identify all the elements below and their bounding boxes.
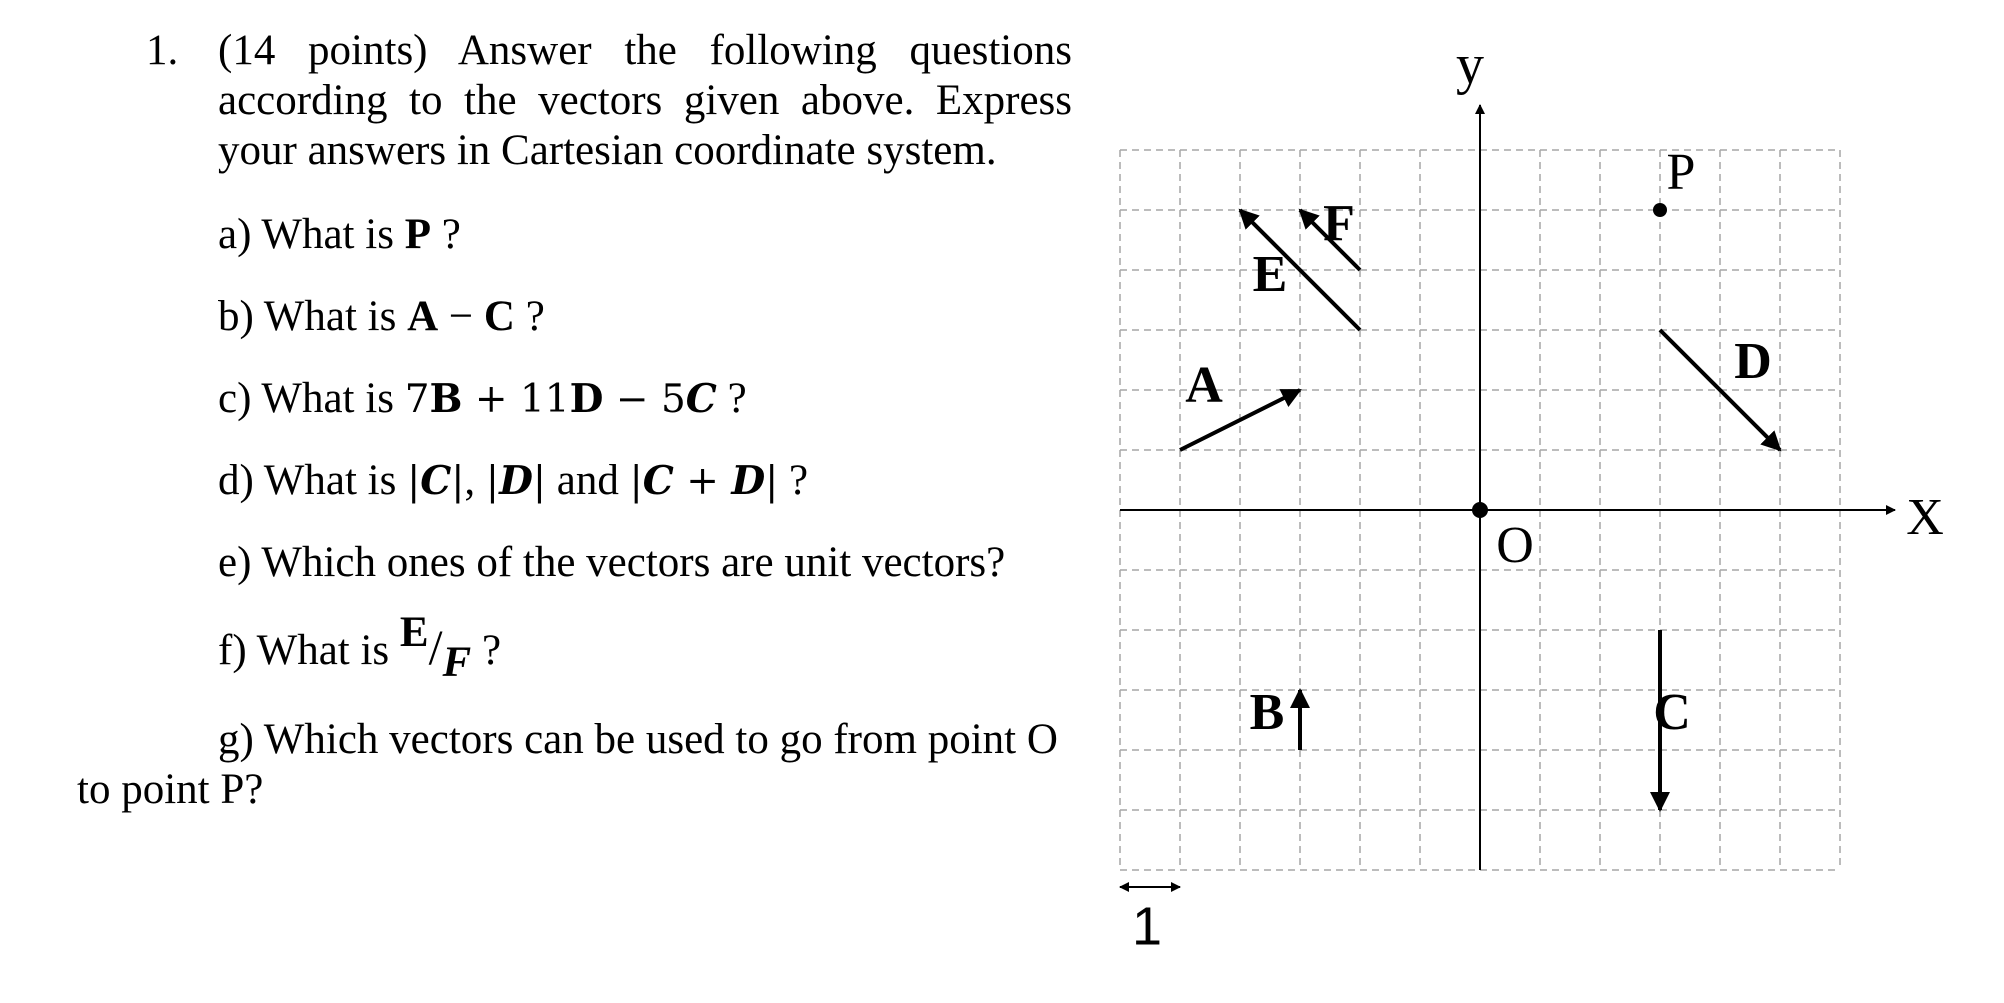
plus-operator: + bbox=[686, 459, 719, 504]
question-mark: ? bbox=[727, 375, 747, 422]
question-mark: ? bbox=[481, 627, 502, 674]
fraction-denominator-f: F bbox=[442, 639, 472, 686]
origin-label: O bbox=[1496, 516, 1534, 574]
plus-operator: + bbox=[474, 377, 508, 422]
vector-d-symbol: D bbox=[569, 376, 604, 422]
vector-figure bbox=[1110, 30, 1960, 960]
question-a bbox=[218, 210, 461, 260]
question-g-line-1: g) Which vectors can be used to go from point O bbox=[218, 716, 1058, 763]
question-d bbox=[218, 456, 808, 507]
y-axis-label: y bbox=[1456, 33, 1484, 96]
coefficient-7: 7 bbox=[404, 377, 430, 422]
question-b bbox=[218, 292, 545, 342]
vector-d-symbol: D bbox=[731, 458, 766, 504]
question-f bbox=[218, 609, 502, 686]
and-word: and bbox=[556, 457, 619, 504]
magnitude-d: |D| bbox=[485, 458, 547, 504]
vector-p-symbol: P bbox=[404, 211, 431, 258]
point-p bbox=[1653, 203, 1667, 217]
vector-b-label: B bbox=[1249, 683, 1285, 741]
question-f-prefix: f) What is bbox=[218, 627, 390, 674]
coefficient-5: 5 bbox=[660, 377, 686, 422]
minus-operator: − bbox=[448, 293, 474, 340]
fraction-numerator-e: E bbox=[399, 609, 429, 656]
origin-point bbox=[1472, 502, 1488, 518]
question-c-prefix: c) What is bbox=[218, 375, 394, 422]
vector-c-symbol: C bbox=[685, 376, 717, 422]
vector-b-symbol: B bbox=[429, 376, 463, 422]
problem-number: 1. bbox=[146, 27, 179, 74]
intro-line-1: (14 points) Answer the following questions bbox=[218, 27, 1072, 74]
coefficient-11: 11 bbox=[519, 377, 570, 422]
vector-c-symbol: C bbox=[642, 458, 674, 504]
question-a-prefix: a) What is bbox=[218, 211, 394, 258]
vector-e-label: E bbox=[1252, 245, 1288, 303]
vector-f-label: F bbox=[1323, 194, 1355, 252]
problem-intro bbox=[218, 26, 1072, 176]
fraction-slash: / bbox=[428, 619, 443, 675]
question-mark: ? bbox=[441, 211, 461, 258]
magnitude-c: |C| bbox=[407, 458, 465, 504]
vector-c-label: C bbox=[1653, 683, 1691, 741]
intro-line-2: according to the vectors given above. Express bbox=[218, 77, 1072, 124]
vector-a-symbol: A bbox=[407, 293, 439, 340]
vector-c-symbol: C bbox=[420, 458, 452, 504]
magnitude-c-plus-d: |C + D| bbox=[629, 458, 779, 504]
expression-c bbox=[405, 377, 717, 422]
question-d-prefix: d) What is bbox=[218, 457, 397, 504]
vector-c-symbol: C bbox=[483, 293, 515, 340]
question-c bbox=[218, 374, 747, 425]
minus-operator: − bbox=[615, 377, 649, 422]
vector-d-label: D bbox=[1734, 332, 1772, 390]
comma: , bbox=[464, 457, 476, 504]
vector-a-label: A bbox=[1185, 356, 1223, 414]
x-axis-label: X bbox=[1906, 488, 1944, 546]
axes bbox=[1120, 105, 1895, 887]
question-mark: ? bbox=[525, 293, 545, 340]
question-g-line-2: to point P? bbox=[77, 766, 264, 813]
question-b-prefix: b) What is bbox=[218, 293, 397, 340]
figure-labels bbox=[1132, 34, 1944, 956]
question-e: e) Which ones of the vectors are unit vectors? bbox=[218, 539, 1006, 586]
question-mark: ? bbox=[789, 457, 809, 504]
point-p-label: P bbox=[1666, 143, 1696, 201]
scale-label: 1 bbox=[1131, 896, 1163, 957]
intro-line-3: your answers in Cartesian coordinate system. bbox=[218, 127, 997, 174]
vector-d-symbol: D bbox=[499, 458, 533, 504]
